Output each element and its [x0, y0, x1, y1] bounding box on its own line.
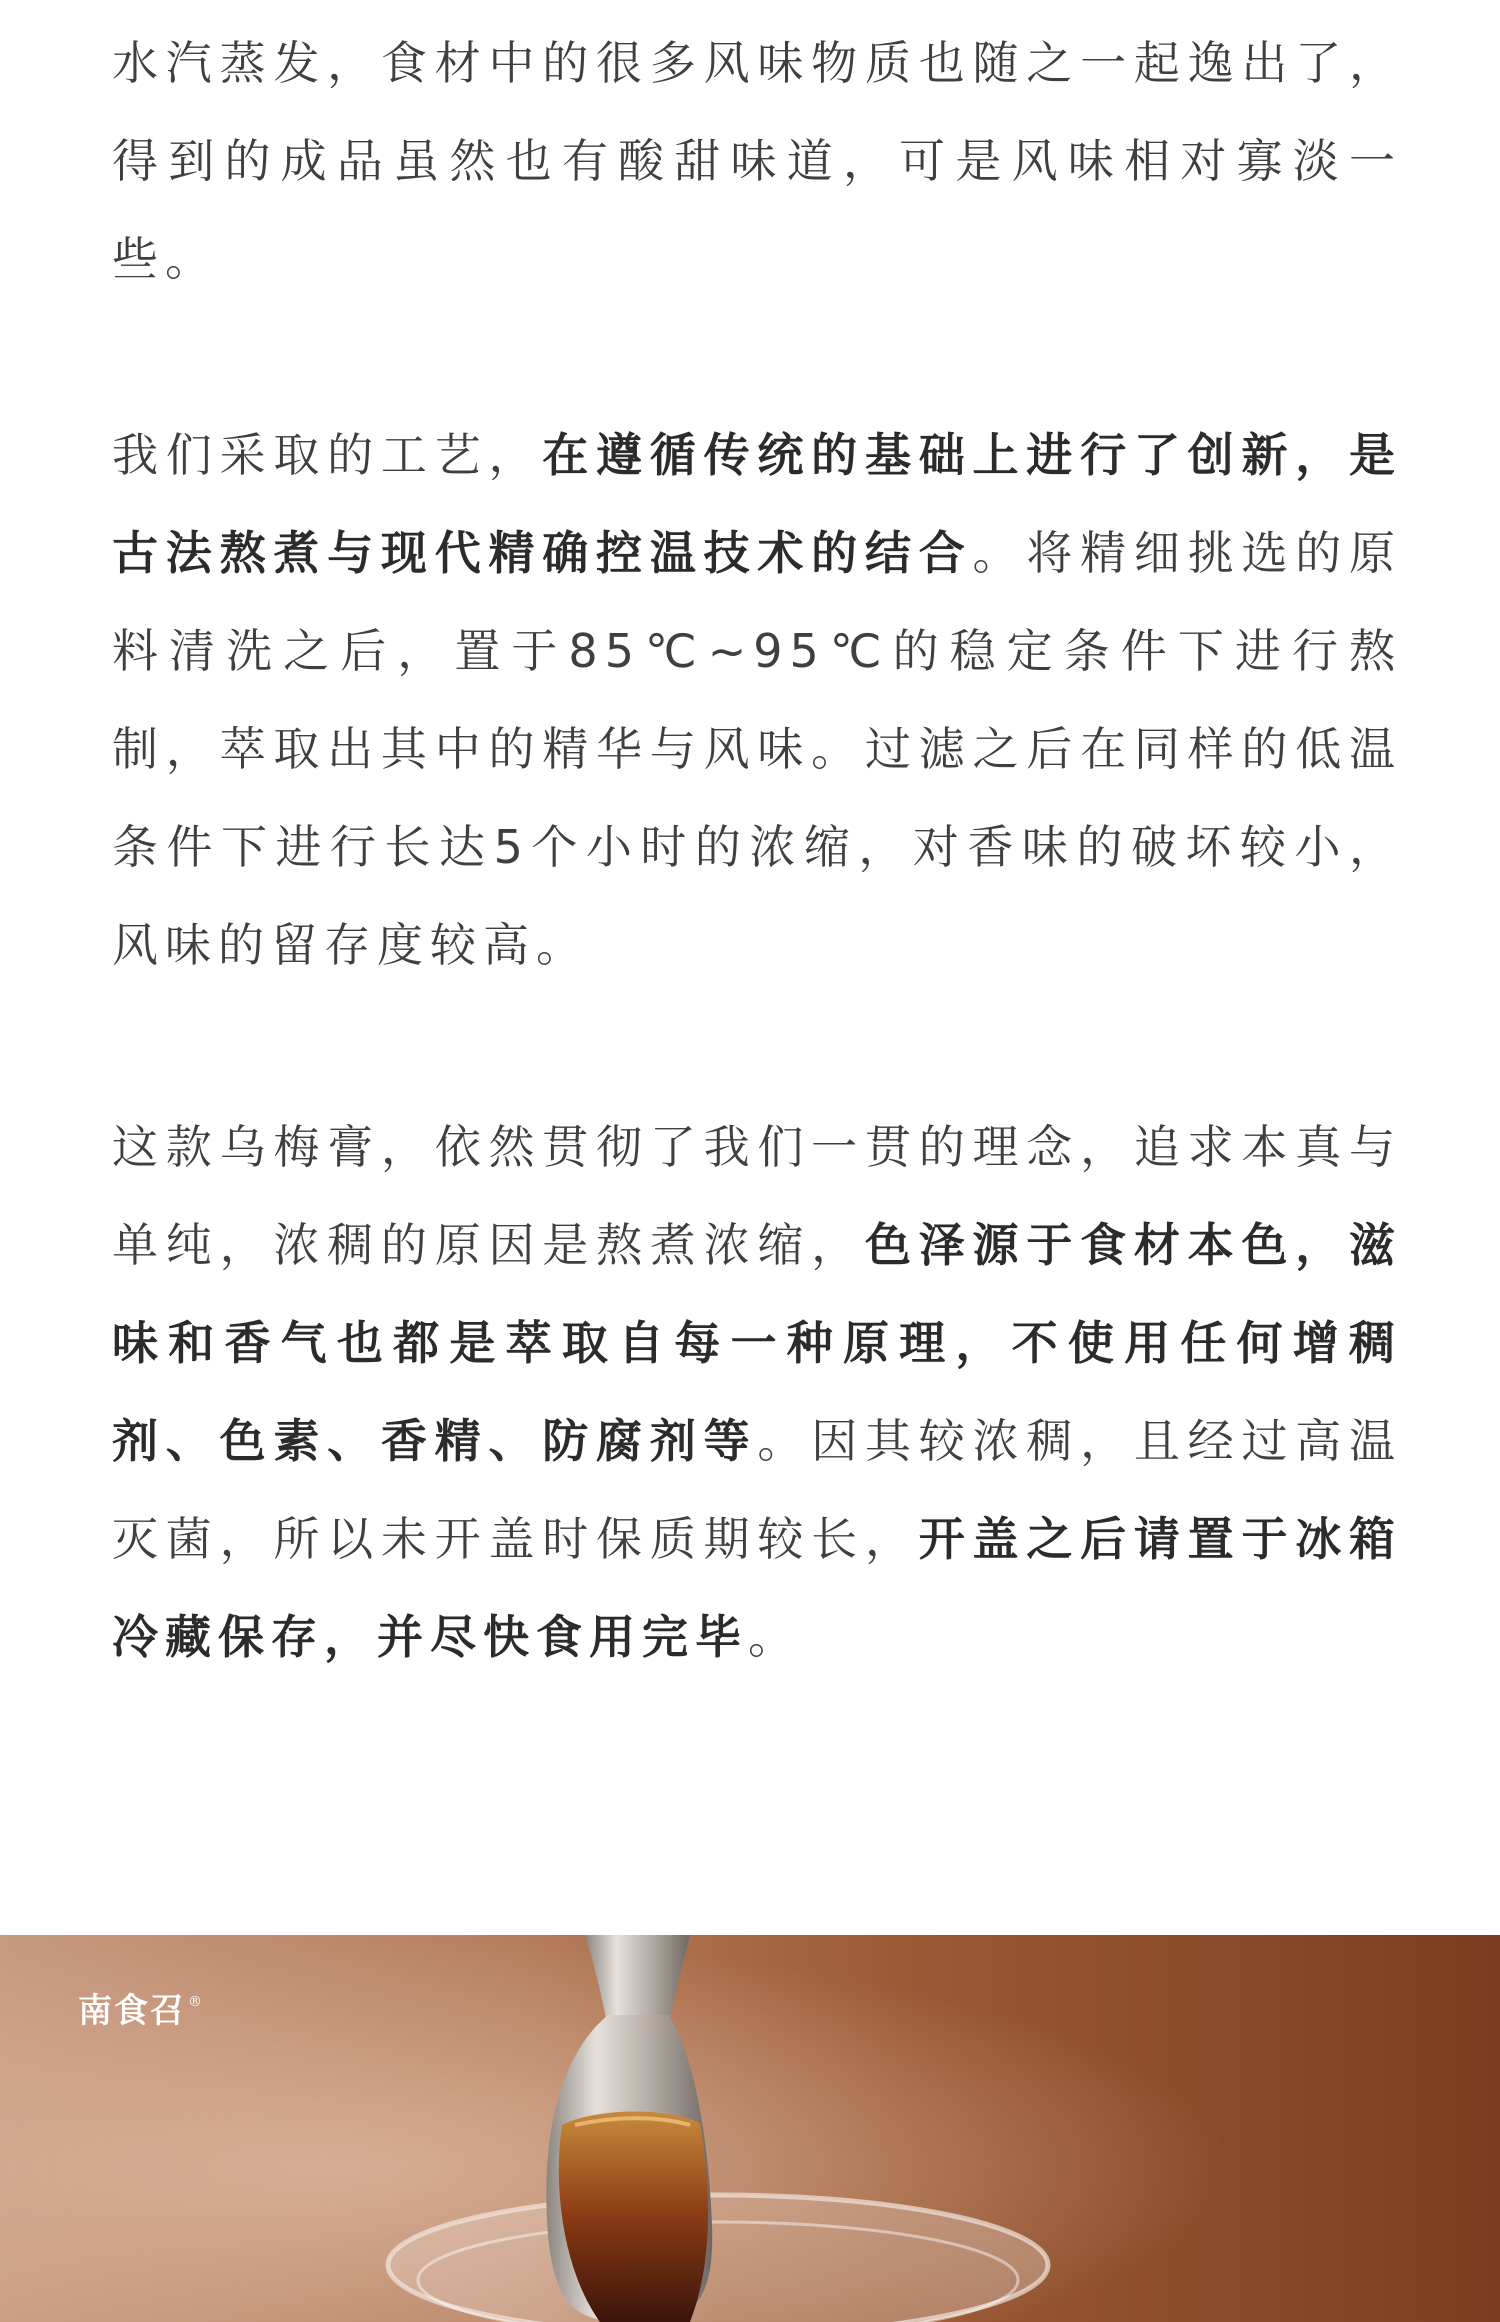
- brand-logo: [78, 1983, 204, 2032]
- paragraph-3-emphasis-1: 色泽源于食材本色，滋味和香气也都是萃取自每一种原理，不使用任何增稠剂、色素、香精、防腐剂等: [112, 1218, 1403, 1468]
- paragraph-2-rest: 。将精细挑选的原料清洗之后，置于85℃~95℃的稳定条件下进行熬制，萃取出其中的精华与风味。过滤之后在同样的低温条件下进行长达5个小时的浓缩，对香味的破坏较小，风味的留存度较高。: [112, 526, 1403, 972]
- paragraph-1-text: 水汽蒸发，食材中的很多风味物质也随之一起逸出了，得到的成品虽然也有酸甜味道，可是风味相对寡淡一些。: [112, 36, 1402, 286]
- paragraph-2: [112, 406, 1402, 994]
- spoon-and-jar-illustration: [0, 1935, 1500, 2322]
- paragraph-3: [112, 1098, 1402, 1686]
- product-photo: [0, 1935, 1500, 2322]
- paragraph-2-emphasis: 在遵循传统的基础上进行了创新，是古法熬煮与现代精确控温技术的结合: [112, 428, 1403, 580]
- paragraph-3-emphasis-2: 开盖之后请置于冰箱冷藏保存，并尽快食用完毕: [112, 1512, 1403, 1664]
- jar-rim: [388, 2195, 1048, 2322]
- brand-name: 南食召: [78, 1991, 186, 2031]
- paragraph-1: [112, 14, 1402, 308]
- registered-mark: ®: [188, 1994, 204, 2010]
- paragraph-3-middle: 。因其较浓稠，且经过高温灭菌，所以未开盖时保质期较长，: [112, 1414, 1403, 1566]
- paragraph-2-intro: 我们采取的工艺，: [112, 428, 543, 482]
- paragraph-3-intro: 这款乌梅膏，依然贯彻了我们一贯的理念，追求本真与单纯，浓稠的原因是熬煮浓缩，: [112, 1120, 1402, 1272]
- paragraph-3-end: 。: [748, 1610, 801, 1664]
